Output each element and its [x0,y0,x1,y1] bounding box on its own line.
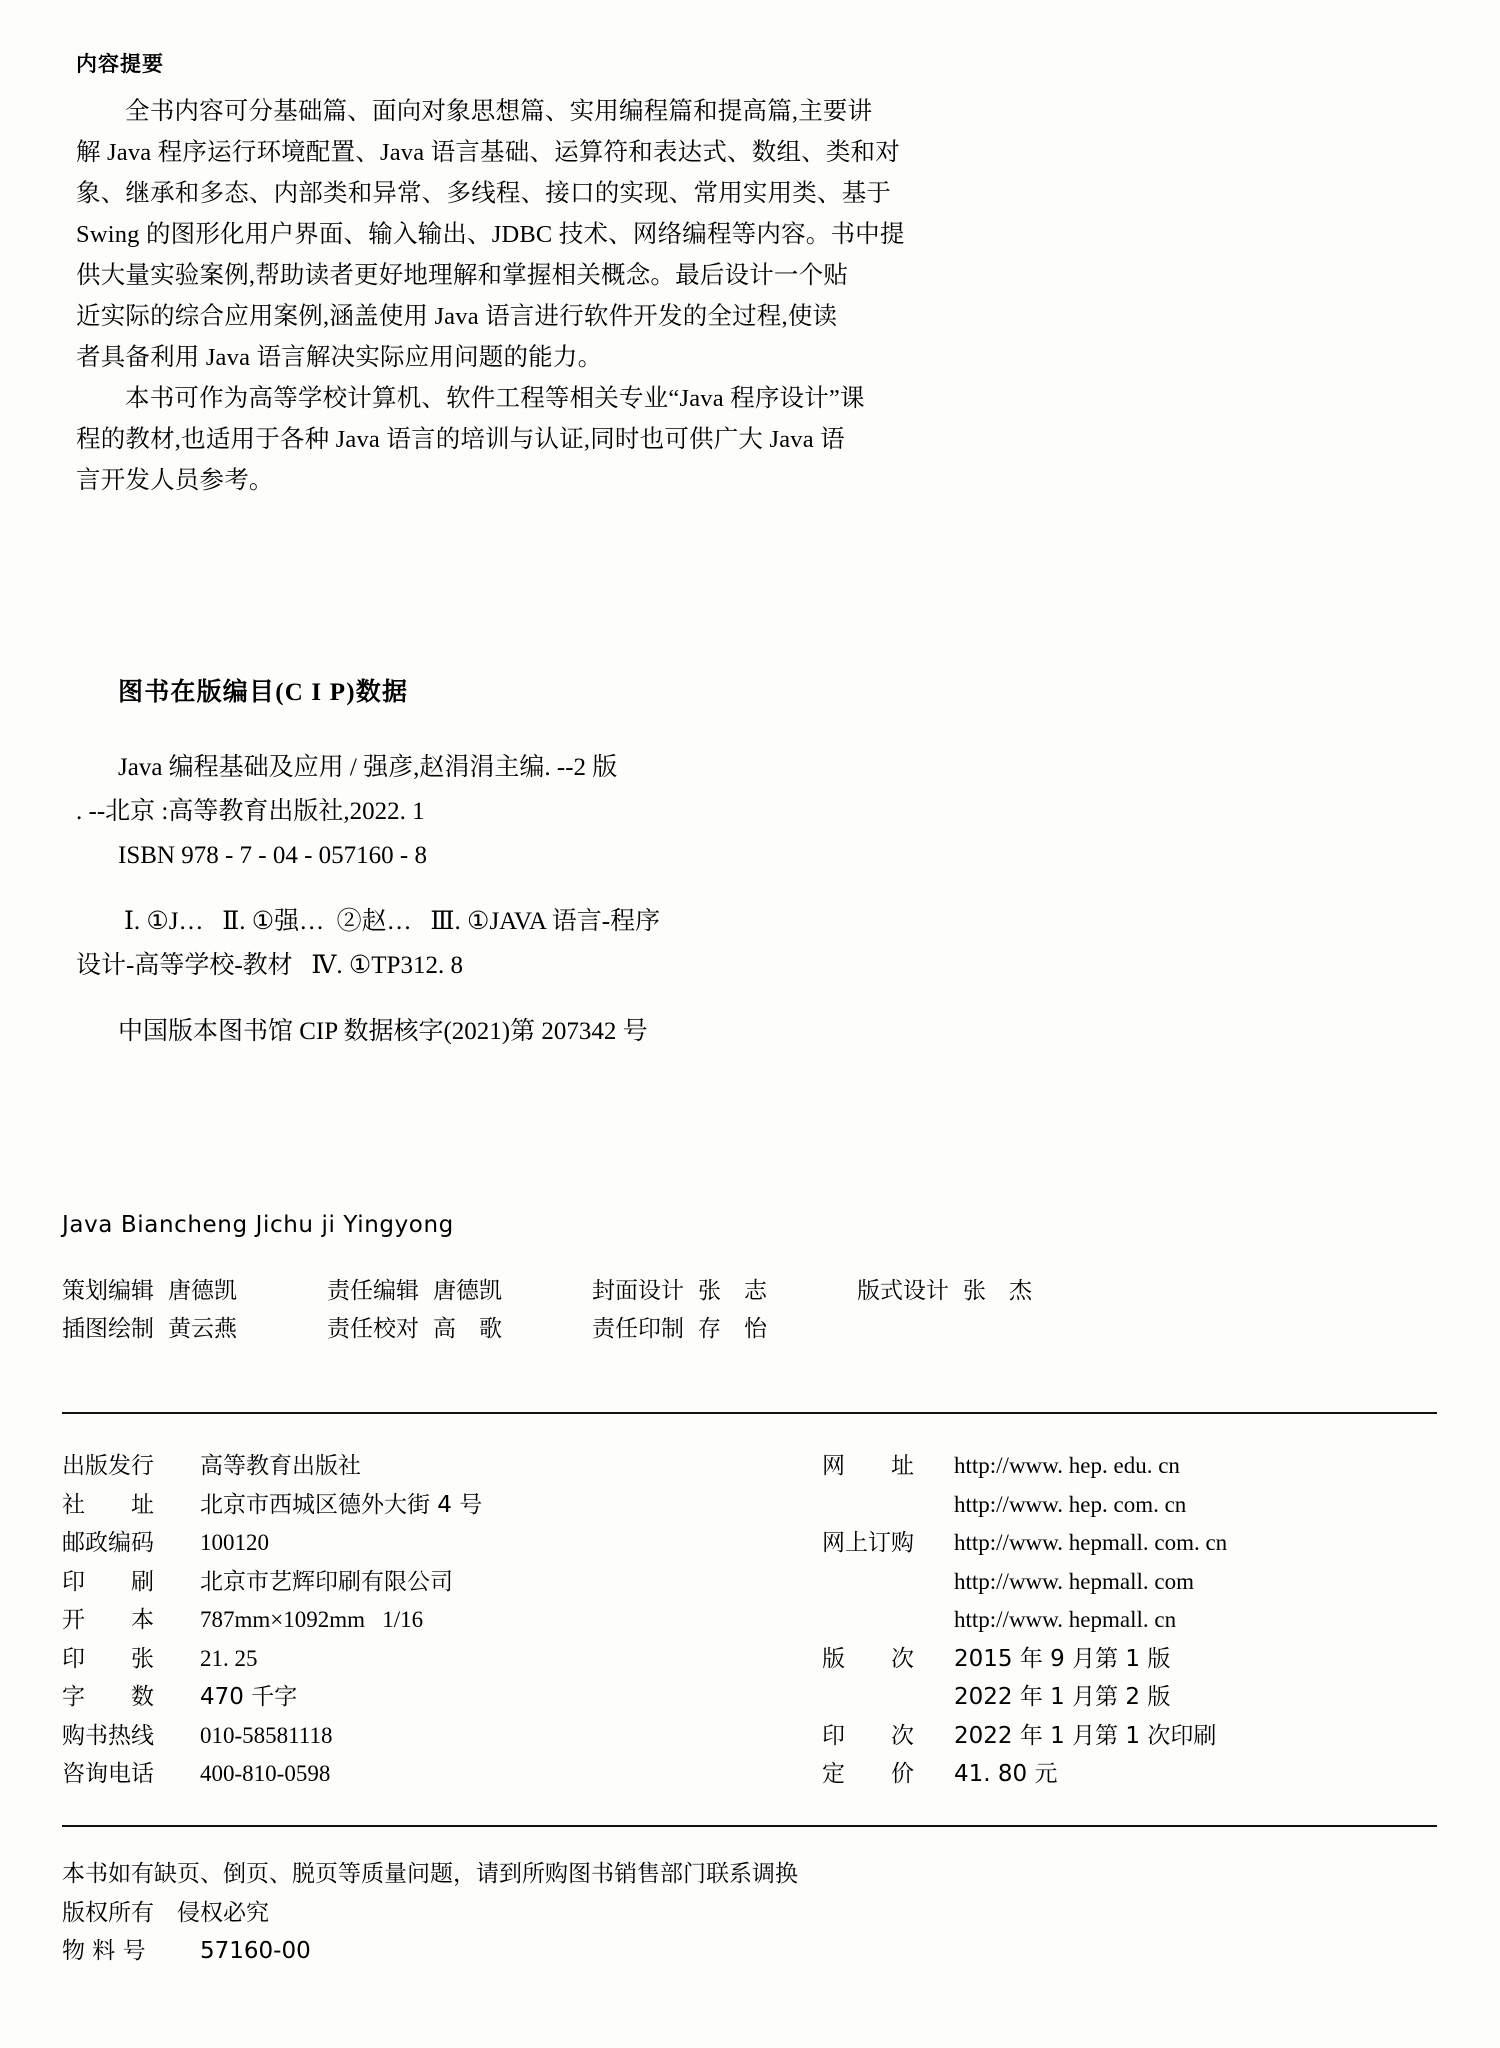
abstract-line: 者具备利用 Java 语言解决实际应用问题的能力。 [76,344,603,372]
publication-value: 北京市西城区德外大街 4 号 [200,1491,483,1518]
publication-row [822,1447,1422,1486]
publication-row [62,1717,822,1756]
footer-section [62,1855,1437,1971]
cip-spacer [76,878,1016,900]
credit-item [592,1272,857,1310]
publication-label: 印 刷 [62,1568,154,1595]
publication-right-column [822,1447,1422,1794]
publication-label: 印 次 [822,1722,914,1749]
publication-info-section [62,1447,1437,1794]
publication-row [62,1524,822,1563]
publication-row [822,1717,1422,1756]
publication-label: 开 本 [62,1607,154,1633]
publication-website[interactable]: http://www. hep. edu. cn [954,1453,1180,1478]
publication-website[interactable]: http://www. hepmall. com. cn [954,1530,1228,1555]
credit-value: 唐德凯 [168,1278,237,1304]
abstract-line: 近实际的综合应用案例,涵盖使用 Java 语言进行软件开发的全过程,使读 [76,303,838,331]
credit-item [327,1310,592,1348]
publication-label: 社 址 [62,1491,154,1518]
cip-isbn-line: ISBN 978 - 7 - 04 - 057160 - 8 [118,842,428,869]
publication-label: 版 次 [822,1645,914,1672]
publication-left-column [62,1447,822,1794]
abstract-line: 供大量实验案例,帮助读者更好地理解和掌握相关概念。最后设计一个贴 [76,262,849,290]
abstract-line: 程的教材,也适用于各种 Java 语言的培训与认证,同时也可供广大 Java 语 [76,426,845,454]
publication-price: 41. 80 元 [954,1761,1058,1787]
cip-section [76,672,1016,1054]
publication-value: 高等教育出版社 [200,1453,361,1479]
credit-value: 张 志 [698,1278,767,1304]
cip-spacer [76,988,1016,1010]
publication-row [822,1678,1422,1717]
material-number-label: 物 料 号 [62,1938,146,1964]
credits-section [62,1272,1437,1348]
abstract-line: 本书可作为高等学校计算机、软件工程等相关专业“Java 程序设计”课 [125,385,865,413]
publication-row [62,1563,822,1602]
divider-bottom [62,1825,1437,1827]
credit-label: 责任校对 [327,1316,419,1342]
credit-label: 封面设计 [592,1278,684,1304]
credits-row [62,1272,1437,1310]
publication-value: 010-58581118 [200,1722,333,1748]
credit-label: 责任编辑 [327,1278,419,1304]
cip-classification-line: Ⅰ. ①J… Ⅱ. ①强… ②赵… Ⅲ. ①JAVA 语言-程序 [124,908,661,935]
credit-item [592,1310,857,1348]
quality-notice: 本书如有缺页、倒页、脱页等质量问题，请到所购图书销售部门联系调换 [62,1861,798,1887]
abstract-paragraph-1 [76,91,976,378]
abstract-paragraph-2 [76,378,976,501]
abstract-line: 象、继承和多态、内部类和异常、多线程、接口的实现、常用实用类、基于 [76,180,892,208]
cip-title-line: Java 编程基础及应用 / 强彦,赵涓涓主编. --2 版 [118,754,618,781]
publication-label: 印 张 [62,1645,154,1672]
abstract-line: 全书内容可分基础篇、面向对象思想篇、实用编程篇和提高篇,主要讲 [125,98,873,126]
publication-website[interactable]: http://www. hepmall. cn [954,1607,1177,1632]
cip-check-number: 中国版本图书馆 CIP 数据核字(2021)第 207342 号 [118,1018,648,1045]
publication-row [822,1486,1422,1525]
publication-value: 2022 年 1 月第 1 次印刷 [954,1722,1217,1749]
cip-classification-line: 设计-高等学校-教材 Ⅳ. ①TP312. 8 [76,952,463,979]
pinyin-title: Java Biancheng Jichu ji Yingyong [62,1212,454,1238]
publication-value: 100120 [200,1530,269,1555]
publication-row [62,1601,822,1640]
credits-row [62,1310,1437,1348]
credit-value: 张 杰 [963,1278,1032,1304]
footer-material-row [62,1932,1437,1971]
credit-value: 高 歌 [433,1316,502,1342]
publication-value: 北京市艺辉印刷有限公司 [200,1568,453,1595]
publication-label: 咨询电话 [62,1761,154,1787]
credit-item [62,1272,327,1310]
publication-row [62,1755,822,1794]
credit-label: 插图绘制 [62,1316,154,1342]
publication-row [62,1640,822,1679]
abstract-line: 解 Java 程序运行环境配置、Java 语言基础、运算符和表达式、数组、类和对 [76,139,900,167]
credit-item [857,1310,1122,1348]
publication-website[interactable]: http://www. hepmall. com [954,1568,1194,1594]
credit-label: 策划编辑 [62,1278,154,1304]
abstract-section [76,52,976,501]
publication-row [822,1601,1422,1640]
credit-item [857,1272,1122,1310]
credit-item [62,1310,327,1348]
publication-label: 网 址 [822,1453,914,1479]
divider-top [62,1412,1437,1414]
abstract-line: 言开发人员参考。 [76,467,274,495]
publication-label: 定 价 [822,1761,914,1787]
publication-value: 21. 25 [200,1645,258,1671]
footer-copyright-row [62,1894,1437,1933]
footer-notice-row [62,1855,1437,1894]
publication-row [62,1447,822,1486]
publication-value: 2015 年 9 月第 1 版 [954,1645,1171,1672]
credit-value: 唐德凯 [433,1278,502,1304]
credit-value: 黄云燕 [168,1316,237,1342]
abstract-line: Swing 的图形化用户界面、输入输出、JDBC 技术、网络编程等内容。书中提 [76,221,905,249]
publication-label: 购书热线 [62,1722,154,1749]
publication-value: 787mm×1092mm 1/16 [200,1607,424,1632]
publication-value: 470 千字 [200,1684,298,1710]
credit-label: 版式设计 [857,1278,949,1304]
publication-row [822,1755,1422,1794]
abstract-heading: 内容提要 [76,52,164,76]
credit-item [327,1272,592,1310]
publication-row [62,1486,822,1525]
publication-label: 出版发行 [62,1453,154,1479]
publication-row [822,1524,1422,1563]
publication-row [822,1640,1422,1679]
material-number-value: 57160-00 [200,1938,311,1964]
copyright-notice: 版权所有 侵权必究 [62,1899,269,1926]
publication-label: 网上订购 [822,1530,914,1556]
cip-heading: 图书在版编目(C I P)数据 [118,679,409,706]
publication-row [62,1678,822,1717]
publication-value: 2022 年 1 月第 2 版 [954,1684,1171,1710]
publication-label: 字 数 [62,1684,154,1710]
publication-label: 邮政编码 [62,1530,154,1556]
publication-website[interactable]: http://www. hep. com. cn [954,1491,1187,1517]
publication-row [822,1563,1422,1602]
credit-label: 责任印制 [592,1316,684,1342]
publication-value: 400-810-0598 [200,1761,331,1786]
cip-imprint-line: . --北京 :高等教育出版社,2022. 1 [76,798,425,825]
credit-value: 存 怡 [698,1316,767,1342]
